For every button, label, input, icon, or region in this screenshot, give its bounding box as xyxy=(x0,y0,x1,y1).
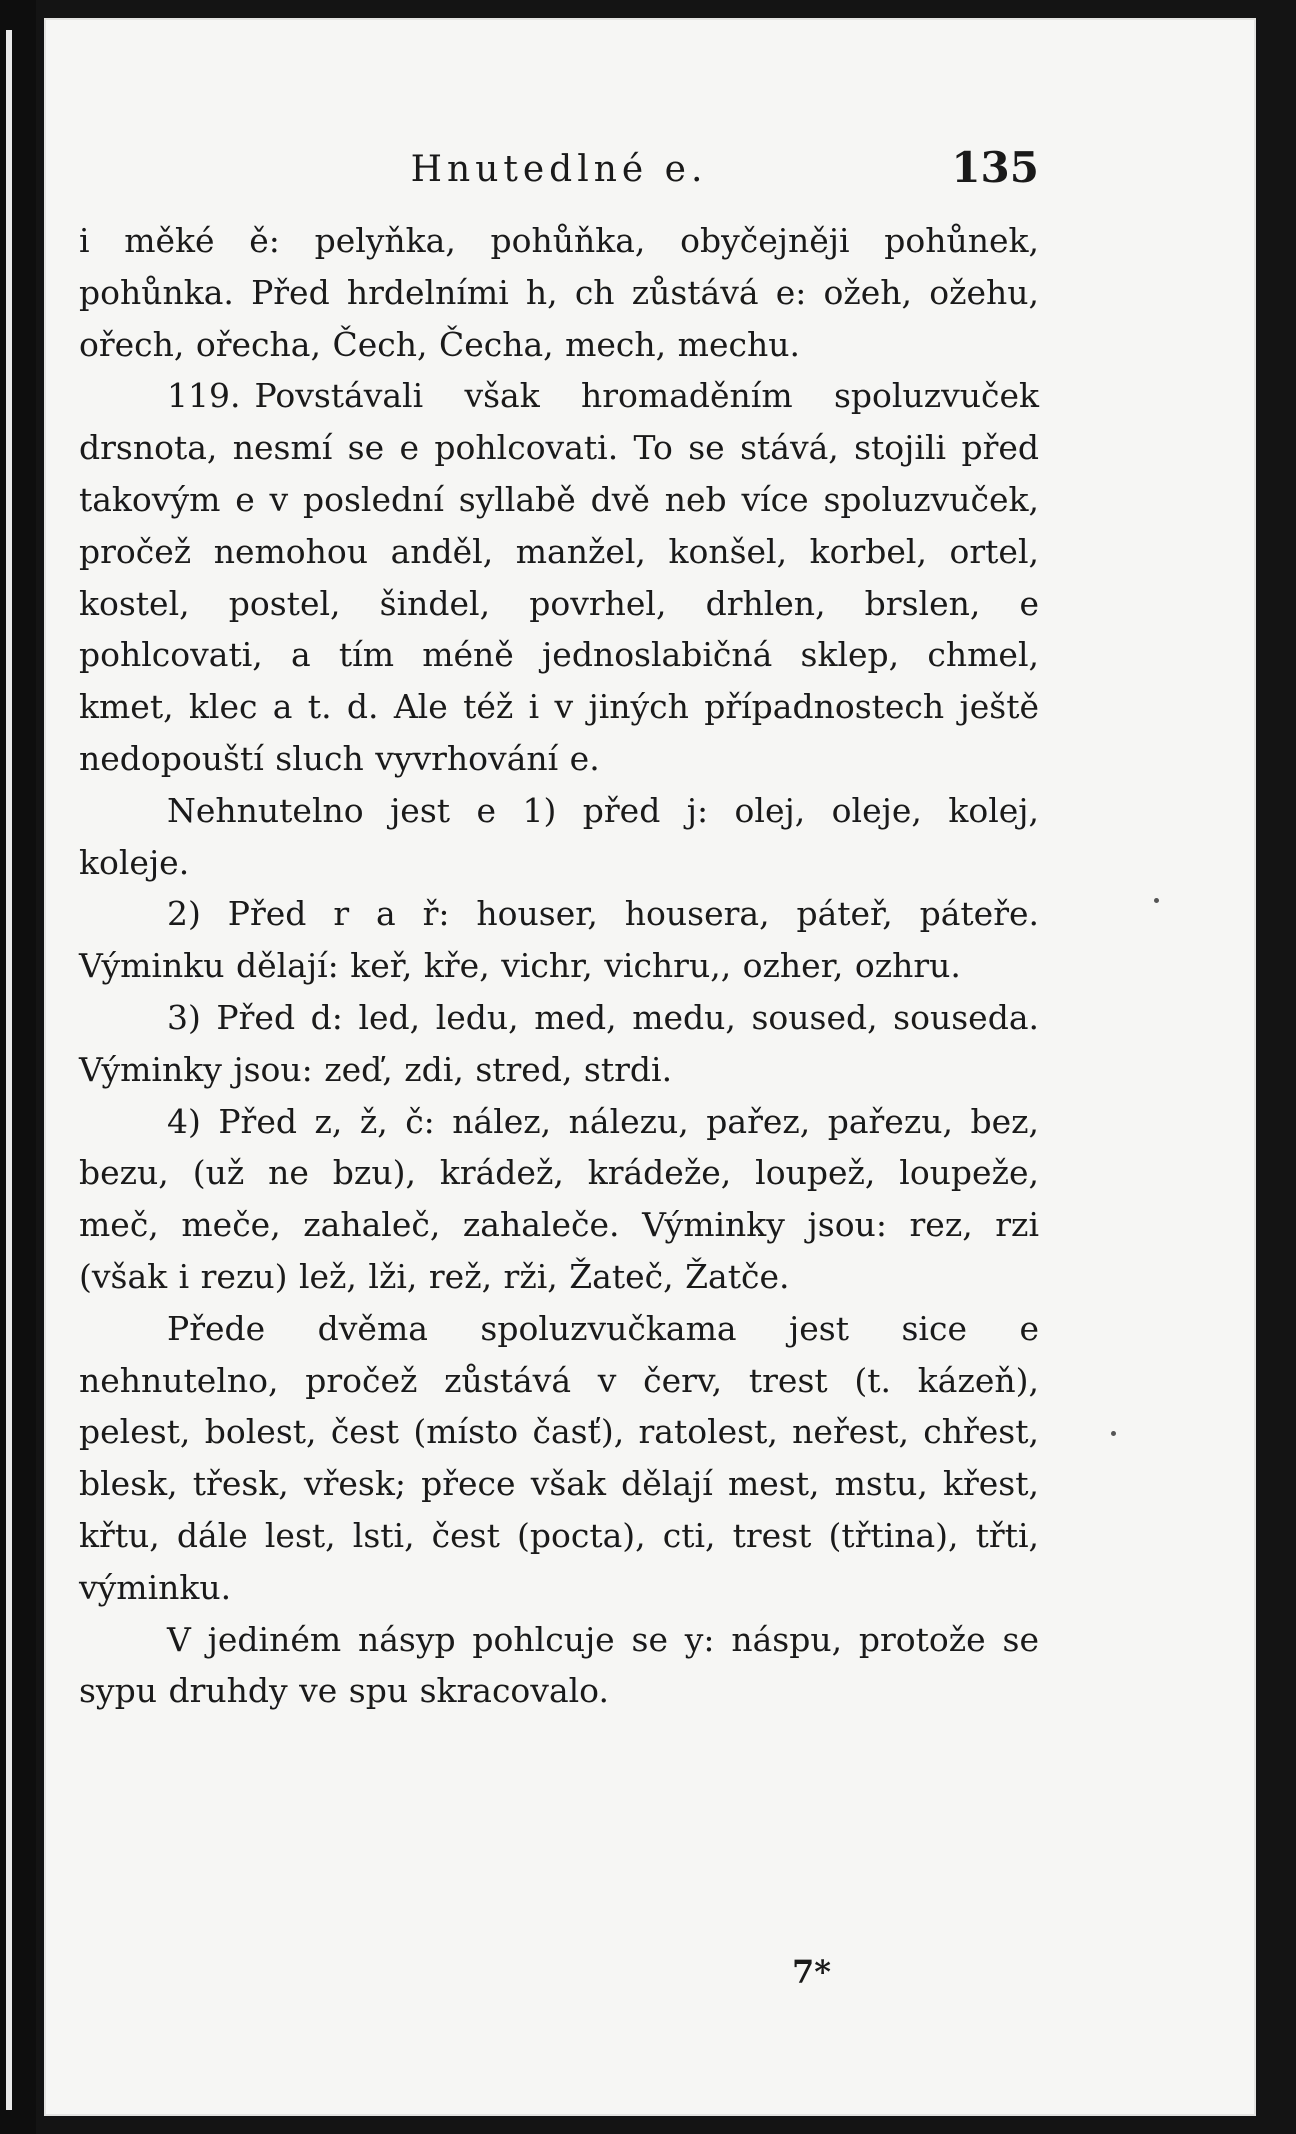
paragraph: Nehnutelno jest e 1) před j: olej, oleje, kolej, koleje. xyxy=(79,790,1039,882)
ink-speck xyxy=(1111,1431,1116,1436)
paragraph: Přede dvěma spoluzvučkama jest sice e nehnutelno, pročež zůstává v červ, trest (t. kázeň), pelest, bolest, čest (místo časť), ratolest, neřest, chřest, blesk, třesk, vřesk; přece však dělají mest, mstu, křest, křtu, dále lest, lsti, čest (pocta), cti, trest (třtina), třti, výminku. xyxy=(79,1308,1039,1607)
section-number: 119. xyxy=(167,376,241,416)
page-number: 135 xyxy=(951,143,1039,192)
paragraph: i měké ě: pelyňka, pohůňka, obyčejněji pohůnek, pohůnka. Před hrdelními h, ch zůstává e: ožeh, ožehu, ořech, ořecha, Čech, Čecha, mech, mechu. xyxy=(79,221,1039,364)
paragraph: 4) Před z, ž, č: nález, nálezu, pařez, pařezu, bez, bezu, (už ne bzu), krádež, krádeže, loupež, loupeže, meč, meče, zahaleč, zahaleče. Výminky jsou: rez, rzi (však i rezu) lež, lži, rež, rži, Žateč, Žatče. xyxy=(79,1101,1039,1296)
signature-mark: 7* xyxy=(792,1953,831,1991)
ink-speck xyxy=(1154,898,1159,903)
paragraph-119 xyxy=(79,370,1039,784)
paragraph: V jediném násyp pohlcuje se y: náspu, protože se sypu druhdy ve spu skracovalo. xyxy=(79,1619,1039,1711)
page-header xyxy=(79,135,1039,215)
paragraph: 2) Před r a ř: houser, housera, páteř, páteře. Výminku dělají: keř, kře, vichr, vichru,, ozher, ozhru. xyxy=(79,894,1039,986)
body-text xyxy=(79,215,1039,1717)
previous-page-sliver xyxy=(6,30,12,2110)
previous-page-edge xyxy=(0,0,36,2134)
paragraph-text: Povstávali však hromaděním spoluzvuček drsnota, nesmí se e pohlcovati. To se stává, stojili před takovým e v poslední syllabě dvě neb více spoluzvuček, pročež nemohou anděl, manžel, konšel, korbel, ortel, kostel, postel, šindel, povrhel, drhlen, brslen, e pohlcovati, a tím méně jednoslabičná sklep, chmel, kmet, klec a t. d. Ale též i v jiných případnostech ještě nedopouští sluch vyvrhování e. xyxy=(79,376,1039,778)
paragraph: 3) Před d: led, ledu, med, medu, soused, souseda. Výminky jsou: zeď, zdi, stred, strdi. xyxy=(79,997,1039,1089)
running-title: Hnutedlné e. xyxy=(410,149,708,190)
page-text-block xyxy=(79,135,1039,1991)
